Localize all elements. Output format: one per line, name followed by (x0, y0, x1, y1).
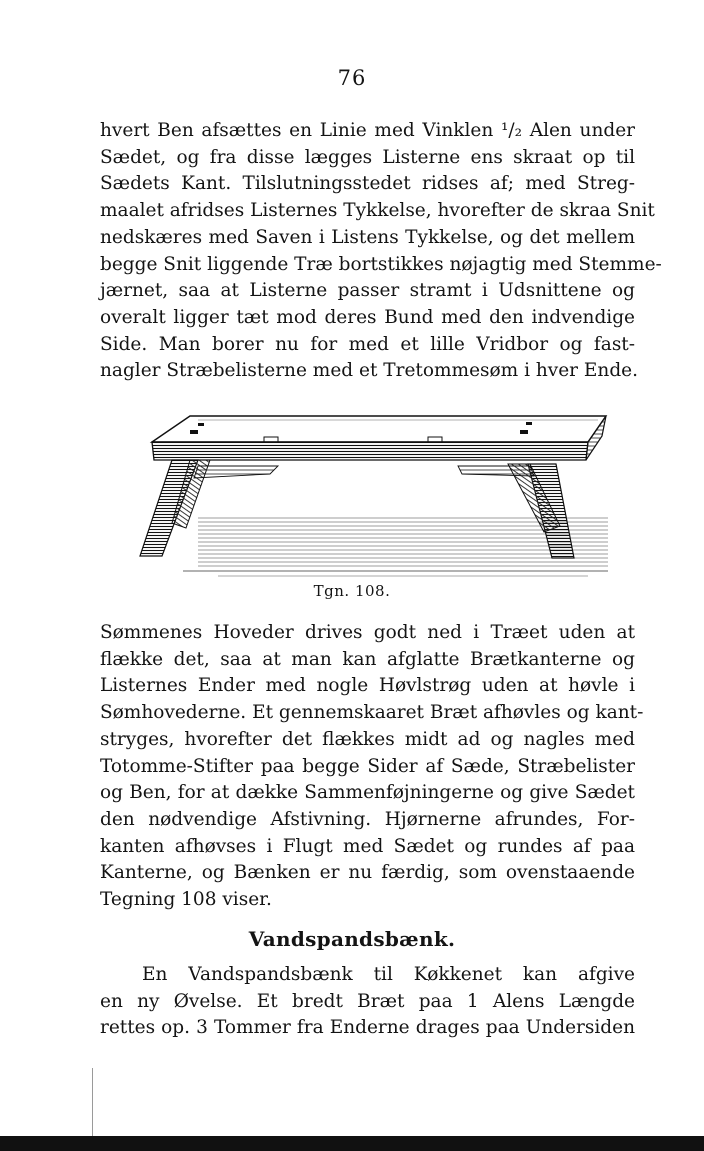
text-line: En Vandspandsbænk til Køkkenet kan afgive (142, 964, 635, 985)
paragraph-middle (100, 620, 644, 914)
text-line: en ny Øvelse. Et bredt Bræt paa 1 Alens Længde (100, 990, 635, 1012)
text-line: Totomme-Stifter paa begge Sider af Sæde, Stræbelister (100, 755, 635, 777)
section-heading: Vandspandsbænk. (248, 927, 456, 951)
text-line: Listernes Ender med nogle Høvlstrøg uden at høvle i (100, 675, 635, 697)
text-line: Sædet, og fra disse lægges Listerne ens skraat op til (100, 146, 635, 168)
paragraph-bottom (100, 962, 635, 1042)
text-line: den nødvendige Afstivning. Hjørnerne afrundes, For- (100, 808, 635, 830)
text-line: overalt ligger tæt mod deres Bund med den indvendige (100, 306, 635, 328)
text-line: rettes op. 3 Tommer fra Enderne drages paa Undersiden (100, 1017, 635, 1039)
bench-illustration (128, 408, 608, 583)
figure-caption: Tgn. 108. (313, 582, 391, 600)
text-line: begge Snit liggende Træ bortstikkes nøjagtig med Stemme- (100, 253, 662, 275)
text-line: flække det, saa at man kan afglatte Brætkanterne og (100, 648, 635, 670)
text-line: nedskæres med Saven i Listens Tykkelse, og det mellem (100, 226, 635, 248)
text-line: Sædets Kant. Tilslutningsstedet ridses af; med Streg- (100, 173, 635, 195)
text-line: og Ben, for at dække Sammenføjningerne og give Sædet (100, 782, 635, 804)
margin-mark (92, 1068, 93, 1136)
text-line: Sømhovederne. Et gennemskaaret Bræt afhøvles og kant- (100, 702, 644, 724)
text-line: kanten afhøvses i Flugt med Sædet og rundes af paa (100, 835, 635, 857)
paragraph-top (100, 118, 662, 385)
text-line: stryges, hvorefter det flækkes midt ad og nagles med (100, 728, 635, 750)
text-line: nagler Stræbelisterne med et Tretommesøm i hver Ende. (100, 360, 638, 382)
text-line: Tegning 108 viser. (100, 889, 272, 911)
text-line: Kanterne, og Bænken er nu færdig, som ovenstaaende (100, 862, 635, 884)
page-number: 76 (337, 66, 367, 90)
text-line: jærnet, saa at Listerne passer stramt i Udsnittene og (100, 280, 635, 302)
scan-edge-bar (0, 1136, 704, 1151)
text-line: Sømmenes Hoveder drives godt ned i Træet uden at (100, 622, 635, 643)
text-line: Side. Man borer nu for med et lille Vridbor og fast- (100, 333, 635, 355)
text-line: maalet afridses Listernes Tykkelse, hvorefter de skraa Snit (100, 200, 655, 222)
bench-seat (152, 416, 606, 460)
text-line: hvert Ben afsættes en Linie med Vinklen ¹/₂ Alen under (100, 120, 635, 141)
